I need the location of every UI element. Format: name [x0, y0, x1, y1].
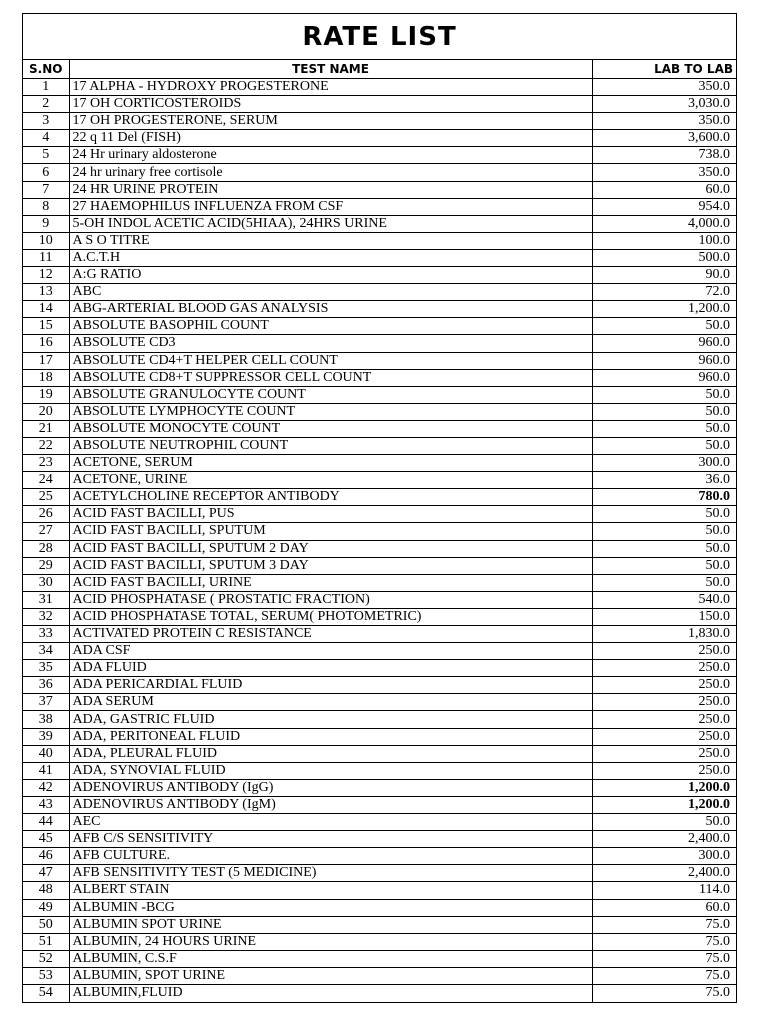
- row-sno: 7: [23, 181, 69, 198]
- row-sno: 18: [23, 369, 69, 386]
- table-row: [23, 643, 736, 660]
- table-row: [23, 694, 736, 711]
- row-sno: 28: [23, 540, 69, 557]
- row-sno: 1: [23, 79, 69, 96]
- row-sno: 17: [23, 352, 69, 369]
- row-rate: 1,200.0: [592, 301, 736, 318]
- row-test-name: A S O TITRE: [69, 232, 592, 249]
- row-rate: 250.0: [592, 677, 736, 694]
- table-row: [23, 762, 736, 779]
- table-row: [23, 335, 736, 352]
- row-sno: 40: [23, 745, 69, 762]
- row-rate: 250.0: [592, 762, 736, 779]
- row-sno: 50: [23, 916, 69, 933]
- row-sno: 30: [23, 574, 69, 591]
- row-rate: 250.0: [592, 745, 736, 762]
- row-sno: 21: [23, 420, 69, 437]
- row-rate: 50.0: [592, 506, 736, 523]
- row-test-name: 24 Hr urinary aldosterone: [69, 147, 592, 164]
- row-rate: 738.0: [592, 147, 736, 164]
- row-sno: 8: [23, 198, 69, 215]
- row-test-name: 27 HAEMOPHILUS INFLUENZA FROM CSF: [69, 198, 592, 215]
- row-sno: 53: [23, 967, 69, 984]
- row-rate: 50.0: [592, 437, 736, 454]
- row-test-name: ALBUMIN, SPOT URINE: [69, 967, 592, 984]
- row-rate: 350.0: [592, 164, 736, 181]
- row-rate: 350.0: [592, 113, 736, 130]
- row-test-name: 17 OH PROGESTERONE, SERUM: [69, 113, 592, 130]
- row-sno: 44: [23, 814, 69, 831]
- table-row: [23, 232, 736, 249]
- row-sno: 16: [23, 335, 69, 352]
- row-test-name: ADA PERICARDIAL FLUID: [69, 677, 592, 694]
- table-row: [23, 660, 736, 677]
- row-rate: 50.0: [592, 574, 736, 591]
- row-test-name: ACID FAST BACILLI, SPUTUM: [69, 523, 592, 540]
- row-test-name: AEC: [69, 814, 592, 831]
- row-test-name: ALBUMIN,FLUID: [69, 984, 592, 1001]
- row-sno: 26: [23, 506, 69, 523]
- row-test-name: ACTIVATED PROTEIN C RESISTANCE: [69, 626, 592, 643]
- table-row: [23, 865, 736, 882]
- row-sno: 31: [23, 591, 69, 608]
- row-sno: 33: [23, 626, 69, 643]
- table-row: [23, 916, 736, 933]
- row-sno: 10: [23, 232, 69, 249]
- table-row: [23, 198, 736, 215]
- row-test-name: ABSOLUTE LYMPHOCYTE COUNT: [69, 403, 592, 420]
- row-sno: 14: [23, 301, 69, 318]
- row-rate: 50.0: [592, 386, 736, 403]
- row-test-name: ABSOLUTE CD4+T HELPER CELL COUNT: [69, 352, 592, 369]
- rate-table: [23, 60, 736, 1002]
- row-test-name: ABSOLUTE MONOCYTE COUNT: [69, 420, 592, 437]
- row-test-name: ACETYLCHOLINE RECEPTOR ANTIBODY: [69, 489, 592, 506]
- row-test-name: ADA CSF: [69, 643, 592, 660]
- column-header-sno: S.NO: [23, 60, 69, 79]
- row-test-name: ACID PHOSPHATASE ( PROSTATIC FRACTION): [69, 591, 592, 608]
- table-row: [23, 574, 736, 591]
- row-sno: 2: [23, 96, 69, 113]
- row-rate: 75.0: [592, 950, 736, 967]
- row-test-name: ADENOVIRUS ANTIBODY (IgG): [69, 779, 592, 796]
- row-test-name: ALBUMIN, 24 HOURS URINE: [69, 933, 592, 950]
- table-row: [23, 882, 736, 899]
- row-test-name: 17 OH CORTICOSTEROIDS: [69, 96, 592, 113]
- row-sno: 9: [23, 215, 69, 232]
- row-sno: 13: [23, 284, 69, 301]
- row-test-name: AFB CULTURE.: [69, 848, 592, 865]
- row-rate: 250.0: [592, 728, 736, 745]
- row-sno: 12: [23, 267, 69, 284]
- table-row: [23, 831, 736, 848]
- table-row: [23, 369, 736, 386]
- table-row: [23, 779, 736, 796]
- row-rate: 2,400.0: [592, 865, 736, 882]
- table-row: [23, 79, 736, 96]
- table-row: [23, 728, 736, 745]
- row-test-name: ALBUMIN, C.S.F: [69, 950, 592, 967]
- row-sno: 19: [23, 386, 69, 403]
- row-rate: 50.0: [592, 814, 736, 831]
- row-sno: 22: [23, 437, 69, 454]
- row-rate: 1,200.0: [592, 796, 736, 813]
- row-rate: 540.0: [592, 591, 736, 608]
- row-rate: 36.0: [592, 472, 736, 489]
- row-test-name: ACID PHOSPHATASE TOTAL, SERUM( PHOTOMETRIC): [69, 608, 592, 625]
- row-rate: 250.0: [592, 643, 736, 660]
- row-test-name: ABG-ARTERIAL BLOOD GAS ANALYSIS: [69, 301, 592, 318]
- row-rate: 50.0: [592, 523, 736, 540]
- table-row: [23, 984, 736, 1001]
- row-rate: 60.0: [592, 899, 736, 916]
- row-test-name: A.C.T.H: [69, 249, 592, 266]
- row-sno: 4: [23, 130, 69, 147]
- table-row: [23, 523, 736, 540]
- table-row: [23, 420, 736, 437]
- table-row: [23, 96, 736, 113]
- row-rate: 72.0: [592, 284, 736, 301]
- row-test-name: 5-OH INDOL ACETIC ACID(5HIAA), 24HRS URINE: [69, 215, 592, 232]
- row-sno: 49: [23, 899, 69, 916]
- row-rate: 4,000.0: [592, 215, 736, 232]
- row-sno: 42: [23, 779, 69, 796]
- row-sno: 41: [23, 762, 69, 779]
- table-row: [23, 848, 736, 865]
- row-sno: 5: [23, 147, 69, 164]
- row-test-name: ACETONE, SERUM: [69, 455, 592, 472]
- row-sno: 38: [23, 711, 69, 728]
- row-sno: 15: [23, 318, 69, 335]
- row-rate: 75.0: [592, 916, 736, 933]
- row-test-name: AFB C/S SENSITIVITY: [69, 831, 592, 848]
- table-row: [23, 181, 736, 198]
- row-sno: 45: [23, 831, 69, 848]
- row-rate: 114.0: [592, 882, 736, 899]
- row-sno: 39: [23, 728, 69, 745]
- table-row: [23, 284, 736, 301]
- row-sno: 47: [23, 865, 69, 882]
- row-test-name: ADENOVIRUS ANTIBODY (IgM): [69, 796, 592, 813]
- row-test-name: ABSOLUTE GRANULOCYTE COUNT: [69, 386, 592, 403]
- row-rate: 2,400.0: [592, 831, 736, 848]
- row-rate: 75.0: [592, 933, 736, 950]
- row-sno: 46: [23, 848, 69, 865]
- row-rate: 250.0: [592, 694, 736, 711]
- row-rate: 50.0: [592, 557, 736, 574]
- table-row: [23, 472, 736, 489]
- row-test-name: ACID FAST BACILLI, SPUTUM 3 DAY: [69, 557, 592, 574]
- row-test-name: ABC: [69, 284, 592, 301]
- table-row: [23, 950, 736, 967]
- row-test-name: ADA, SYNOVIAL FLUID: [69, 762, 592, 779]
- row-rate: 75.0: [592, 967, 736, 984]
- row-sno: 25: [23, 489, 69, 506]
- table-row: [23, 626, 736, 643]
- table-row: [23, 796, 736, 813]
- table-row: [23, 301, 736, 318]
- row-sno: 36: [23, 677, 69, 694]
- row-sno: 29: [23, 557, 69, 574]
- table-row: [23, 403, 736, 420]
- table-row: [23, 557, 736, 574]
- row-rate: 90.0: [592, 267, 736, 284]
- row-test-name: 22 q 11 Del (FISH): [69, 130, 592, 147]
- row-test-name: ADA, PLEURAL FLUID: [69, 745, 592, 762]
- row-test-name: 24 HR URINE PROTEIN: [69, 181, 592, 198]
- table-row: [23, 540, 736, 557]
- row-rate: 50.0: [592, 540, 736, 557]
- table-row: [23, 711, 736, 728]
- row-sno: 32: [23, 608, 69, 625]
- row-rate: 500.0: [592, 249, 736, 266]
- row-rate: 960.0: [592, 369, 736, 386]
- row-test-name: ADA SERUM: [69, 694, 592, 711]
- row-rate: 150.0: [592, 608, 736, 625]
- table-row: [23, 164, 736, 181]
- table-row: [23, 455, 736, 472]
- table-row: [23, 147, 736, 164]
- table-row: [23, 677, 736, 694]
- row-sno: 6: [23, 164, 69, 181]
- row-rate: 50.0: [592, 420, 736, 437]
- row-test-name: A:G RATIO: [69, 267, 592, 284]
- row-rate: 960.0: [592, 352, 736, 369]
- row-rate: 1,830.0: [592, 626, 736, 643]
- row-sno: 23: [23, 455, 69, 472]
- row-sno: 52: [23, 950, 69, 967]
- row-test-name: ALBUMIN SPOT URINE: [69, 916, 592, 933]
- row-sno: 35: [23, 660, 69, 677]
- table-row: [23, 215, 736, 232]
- row-sno: 3: [23, 113, 69, 130]
- table-row: [23, 591, 736, 608]
- row-sno: 54: [23, 984, 69, 1001]
- table-row: [23, 745, 736, 762]
- row-rate: 3,030.0: [592, 96, 736, 113]
- table-row: [23, 386, 736, 403]
- row-test-name: ABSOLUTE NEUTROPHIL COUNT: [69, 437, 592, 454]
- row-rate: 50.0: [592, 318, 736, 335]
- table-row: [23, 267, 736, 284]
- row-rate: 250.0: [592, 711, 736, 728]
- row-sno: 34: [23, 643, 69, 660]
- rate-list-sheet: [22, 13, 737, 1003]
- table-row: [23, 249, 736, 266]
- row-sno: 43: [23, 796, 69, 813]
- row-rate: 960.0: [592, 335, 736, 352]
- row-rate: 780.0: [592, 489, 736, 506]
- row-test-name: ACID FAST BACILLI, SPUTUM 2 DAY: [69, 540, 592, 557]
- row-test-name: ADA, PERITONEAL FLUID: [69, 728, 592, 745]
- row-test-name: ABSOLUTE CD3: [69, 335, 592, 352]
- row-rate: 350.0: [592, 79, 736, 96]
- row-rate: 954.0: [592, 198, 736, 215]
- row-test-name: ADA, GASTRIC FLUID: [69, 711, 592, 728]
- table-row: [23, 489, 736, 506]
- row-test-name: ADA FLUID: [69, 660, 592, 677]
- table-row: [23, 608, 736, 625]
- row-test-name: 24 hr urinary free cortisole: [69, 164, 592, 181]
- row-sno: 27: [23, 523, 69, 540]
- row-test-name: ALBERT STAIN: [69, 882, 592, 899]
- row-rate: 3,600.0: [592, 130, 736, 147]
- row-sno: 20: [23, 403, 69, 420]
- table-row: [23, 967, 736, 984]
- column-header-lab-to-lab: LAB TO LAB: [592, 60, 736, 79]
- row-test-name: ABSOLUTE BASOPHIL COUNT: [69, 318, 592, 335]
- column-header-test-name: TEST NAME: [69, 60, 592, 79]
- row-rate: 50.0: [592, 403, 736, 420]
- row-sno: 11: [23, 249, 69, 266]
- table-row: [23, 318, 736, 335]
- row-rate: 75.0: [592, 984, 736, 1001]
- row-test-name: ACETONE, URINE: [69, 472, 592, 489]
- row-rate: 60.0: [592, 181, 736, 198]
- row-test-name: ACID FAST BACILLI, URINE: [69, 574, 592, 591]
- table-row: [23, 899, 736, 916]
- row-sno: 24: [23, 472, 69, 489]
- row-rate: 1,200.0: [592, 779, 736, 796]
- row-test-name: AFB SENSITIVITY TEST (5 MEDICINE): [69, 865, 592, 882]
- table-header-row: [23, 60, 736, 79]
- row-test-name: ACID FAST BACILLI, PUS: [69, 506, 592, 523]
- table-row: [23, 506, 736, 523]
- page-title: RATE LIST: [23, 14, 736, 60]
- table-row: [23, 814, 736, 831]
- row-test-name: ABSOLUTE CD8+T SUPPRESSOR CELL COUNT: [69, 369, 592, 386]
- table-row: [23, 933, 736, 950]
- row-rate: 300.0: [592, 455, 736, 472]
- row-test-name: ALBUMIN -BCG: [69, 899, 592, 916]
- row-rate: 250.0: [592, 660, 736, 677]
- row-sno: 48: [23, 882, 69, 899]
- table-row: [23, 352, 736, 369]
- table-row: [23, 130, 736, 147]
- table-row: [23, 437, 736, 454]
- row-test-name: 17 ALPHA - HYDROXY PROGESTERONE: [69, 79, 592, 96]
- row-rate: 300.0: [592, 848, 736, 865]
- row-rate: 100.0: [592, 232, 736, 249]
- row-sno: 51: [23, 933, 69, 950]
- row-sno: 37: [23, 694, 69, 711]
- table-row: [23, 113, 736, 130]
- table-body: [23, 79, 736, 1002]
